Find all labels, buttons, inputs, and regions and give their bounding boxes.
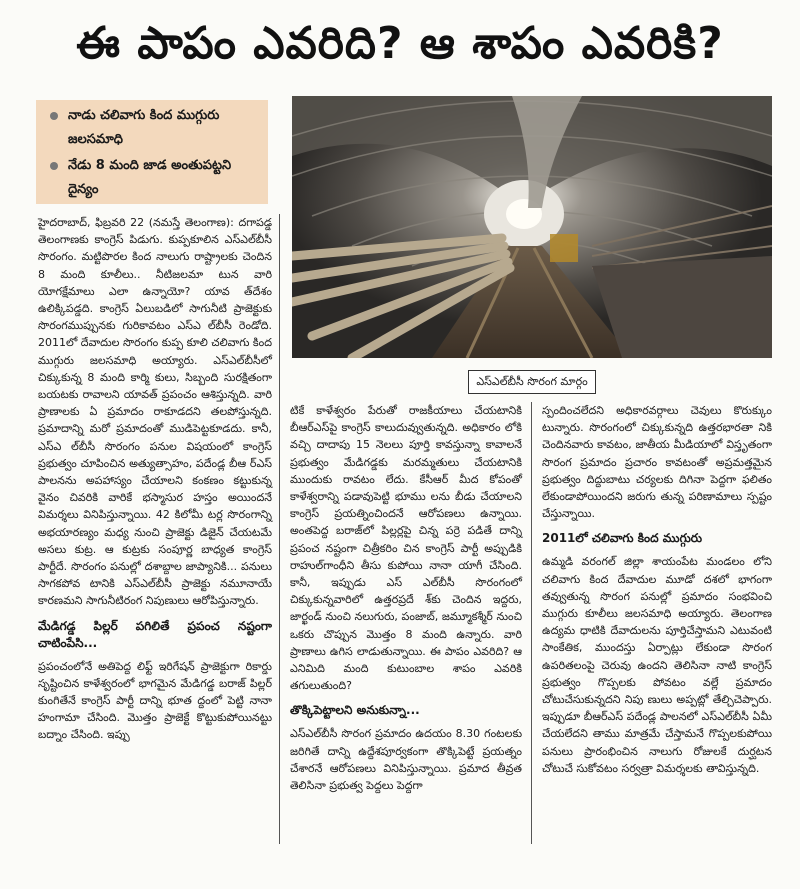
tunnel-photo xyxy=(292,96,772,358)
paragraph: హైదరాబాద్, ఫిబ్రవరి 22 (నమస్తే తెలంగాణ): దగాపడ్డ తెలంగాణకు కాంగ్రెస్ పిడుగు. కుప్పకూలిన ఎస్‌ఎల్‌బీసీ సొరంగం. మట్టిపొరల కింద నాలుగు రాష్ట్రాలకు చెందిన 8 మంది కూలీలు.. నీటిజలమా టున వారి యోగక్షేమాలు ఎలా ఉన్నాయో? యావ త్‌దేశం ఉలిక్కిపడ్డది. కాంగ్రెస్ ఏలుబడిలో సాగునీటి ప్రాజెక్టుకు సొరంగముప్పునకు గురికావటం ఎస్‌ఎ ల్‌బీసీ రెండోది. 2011లో దేవాదుల సొరంగం కుప్ప కూలి చలివాగు కింద ముగ్గురు జలసమాధి అయ్యారు. ఎస్‌ఎల్‌బీసీలో చిక్కుకున్న 8 మంది కార్మి కులు, సిబ్బంది సురక్షితంగా బయటకు రావాలని యావత్ ప్రపంచం ఆశిస్తున్నది. వారి ప్రాణాలకు ఏ ప్రమాదం రాకూడదని తలపోస్తున్నది. ప్రమాదాన్ని మరో ప్రమాదంతో ముడిపెట్టకూడదు. కానీ, ఎస్‌ఎ ల్‌బీసీ సొరంగం పనుల విషయంలో కాంగ్రెస్ ప్రభుత్వం చూపించిన అత్యుత్సాహం, పదేండ్ల బీఆ ర్‌ఎస్ పాలనను అపహాస్యం చేయాలని కంకణం కట్టుకున్న వైనం చివరికి వారికే భస్మాసుర హస్తం అయిందనే విమర్శలు వినిపిస్తున్నాయి. 42 కిలోమీ టర్ల సొరంగాన్ని అభయారణ్యం మధ్య నుంచి ప్రాజెక్టు డిజైన్ చేయటమే అసలు కుట్ర. ఆ కుట్రకు సంపూర్ణ బాధ్యత కాంగ్రెస్ పార్టీదే. సొరంగం పనుల్లో దశాబ్దాల జాప్యానికి... పనులు సాగకపోవ టానికి ఎస్‌ఎల్‌బీసీ ప్రాజెక్టు నమూనాయే కారణమని సాగునీటిరంగ నిపుణులు ఆరోపిస్తున్నారు. xyxy=(38,216,273,608)
paragraph: ఉమ్మడి వరంగల్ జిల్లా శాయంపేట మండలం లోని చలివాగు కింద దేవాదుల మూడో దశలో భాగంగా తవ్వుతున్న సొరంగ పనుల్లో ప్రమాదం సంభవించి ముగ్గురు కూలీలు జలసమాధి అయ్యారు. తెలంగాణ ఉద్యమ ధాటికి దేవాదులను పూర్తిచేస్తామని ఎటువంటి సాంకేతిక, ముందస్తు ఏర్పాట్లు లేకుండా సొరంగ ఉపరితలంపై చెరువు ఉందని తెలిసినా నాటి కాంగ్రెస్ ప్రభుత్వం గొప్పలకు పోవటం వల్లే ప్రమాదం చోటుచేసుకున్నదని నిపు ణులు అప్పట్లో తేల్చిచెప్పారు. ఇప్పుడూ బీఆర్‌ఎస్ పదేండ్ల పాలనలో ఎస్‌ఎల్‌బీసీ ఏమీ చేయలేదని తాము మాత్రమే చేస్తామనే గొప్పలకుపోయి పనులు ప్రారంభించిన నాలుగు రోజులకే దుర్ఘటన చోటుచే సుకోవటం సర్వత్రా విమర్శలకు తావిస్తున్నది. xyxy=(542,555,772,775)
column-3 xyxy=(542,402,772,777)
bullet-icon xyxy=(50,162,58,170)
column-2 xyxy=(290,402,522,794)
subheading: తొక్కిపెట్టాలని అనుకున్నా... xyxy=(290,703,420,718)
subheading: 2011లో చలివాగు కింద ముగ్గురు xyxy=(542,531,703,546)
highlight-text: నాడు చలివాగు కింద ముగ్గురు జలసమాధి xyxy=(68,108,220,147)
headline: ఈ పాపం ఎవరిది? ఆ శాపం ఎవరికి? xyxy=(76,18,724,69)
bullet-icon xyxy=(50,112,58,120)
photo-caption: ఎస్‌ఎల్‌బీసీ సొరంగ మార్గం xyxy=(468,370,596,394)
highlights-box xyxy=(36,100,268,204)
column-1 xyxy=(38,214,272,744)
paragraph: ఎస్‌ఎల్‌బీసీ సొరంగ ప్రమాదం ఉదయం 8.30 గంటలకు జరిగితే దాన్ని ఉద్దేశపూర్వకంగా తొక్కిపెట్టే ప్రయత్నం చేశారనే ఆరోపణలు వినిపిస్తున్నాయి. ప్రమాద తీవ్రత తెలిసినా ప్రభుత్వ పెద్దలు పెద్దగా xyxy=(290,727,522,793)
paragraph: స్పందించలేదని అధికారవర్గాలు చెవులు కొరుక్కుం టున్నారు. సొరంగంలో చిక్కుకున్నది ఉత్తరభారతా నికి చెందినవారు కావటం, జాతీయ మీడియాలో విస్తృతంగా సొరంగ ప్రమాదం ప్రచారం కావటంతో అప్రమత్తమైన ప్రభుత్వం దిద్దుబాటు చర్యలకు దిగినా పెద్దగా ఫలితం లేకుండాపోయిందని జరుగు తున్న పరిణామాలు స్పష్టం చేస్తున్నాయి. xyxy=(542,404,772,521)
highlight-item xyxy=(46,154,258,202)
tunnel-image xyxy=(292,96,772,358)
column-divider xyxy=(531,402,532,844)
paragraph: టికే కాళేశ్వరం పేరుతో రాజకీయాలు చేయటానికి బీఆర్‌ఎస్‌పై కాంగ్రెస్ కాలుదువ్వుతున్నది. అధికారం లోకి వచ్చి దాదాపు 15 నెలలు పూర్తి కావస్తున్నా కావాలనే ప్రభుత్వం మేడిగడ్డకు మరమ్మతులు చేయటానికి ముందుకు రావటం లేదు. కేసీఆర్ మీద కోపంతో కాళేశ్వరాన్ని పడావుపెట్టి భూము లను బీడు చేయాలని కాంగ్రెస్ ప్రయత్నించిందనే ఆరోపణలు ఉన్నాయి. అంతపెద్ద బరాజ్‌లో పిల్లర్లపై చిన్న పర్రె పడితే దాన్ని ప్రపంచ నష్టంగా చిత్రీకరిం చిన కాంగ్రెస్ పార్టీ అప్పుడికి రాహుల్‌గాంధీని తీసు కుపోయి నానా యాగీ చేసింది. కానీ, ఇప్పుడు ఎస్ ఎల్‌బీసీ సొరంగంలో చిక్కుకున్నవారిలో ఉత్తరప్రదే శ్‌కు చెందిన ఇద్దరు, జార్ఖండ్ నుంచి నలుగురు, పంజాబ్, జమ్మూకశ్మీర్ నుంచి ఒకరు చొప్పున మొత్తం 8 మంది ఉన్నారు. వారి ప్రాణాలు ఉగిస లాడుతున్నాయి. ఈ పాపం ఎవరిది? ఆ ఎనిమిది మంది కుటుంబాల శాపం ఎవరికి తగులుతుంది? xyxy=(290,404,522,693)
subheading: మేడిగడ్డ పిల్లర్ పగిలితే ప్రపంచ నష్టంగా చాటింపేసి... xyxy=(38,618,272,650)
highlight-item xyxy=(46,104,258,152)
column-divider xyxy=(279,214,280,844)
paragraph: ప్రపంచంలోనే అతిపెద్ద లిఫ్ట్ ఇరిగేషన్ ప్రాజెక్టుగా రికార్డు సృష్టించిన కాళేశ్వరంలో భాగమైన మేడిగడ్డ బరాజ్ పిల్లర్ కుంగితేనే కాంగ్రెస్ పార్టీ దాన్ని భూత ద్దంలో పెట్టి నానా హంగామా చేసింది. మొత్తం ప్రాజెక్టే కొట్టుకుపోయినట్టు బద్నాం చేసింది. ఇప్పు xyxy=(38,659,272,742)
highlight-text: నేడు 8 మంది జాడ అంతుపట్టని దైన్యం xyxy=(68,158,232,197)
